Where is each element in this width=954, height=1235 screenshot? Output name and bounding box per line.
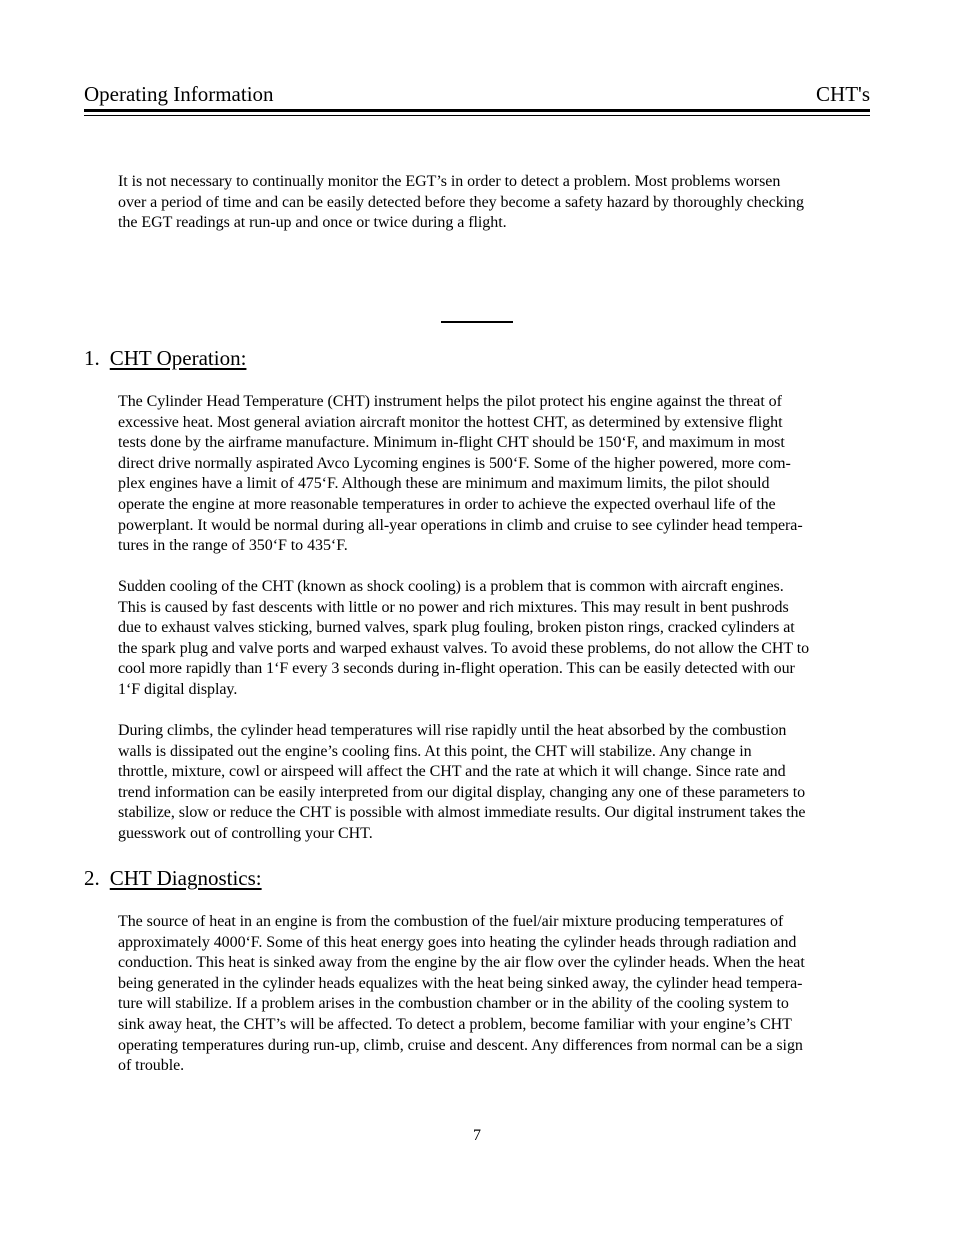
text-line: excessive heat. Most general aviation aircraft monitor the hottest CHT, as determined by extensive flight <box>118 413 783 431</box>
text-line: This is caused by fast descents with little or no power and rich mixtures. This may result in bent pushrods <box>118 598 789 616</box>
page-number: 7 <box>473 1127 481 1144</box>
intro-paragraph <box>118 172 874 234</box>
text-line: During climbs, the cylinder head temperatures will rise rapidly until the heat absorbed by the combustion <box>118 722 787 739</box>
section-heading-cht-diagnostics <box>84 864 262 892</box>
text-line: the spark plug and valve ports and warped exhaust valves. To avoid these problems, do not allow the CHT to <box>118 639 810 657</box>
text-line: cool more rapidly than 1‘F every 3 seconds during in-flight operation. This can be easily detected with our <box>118 660 795 678</box>
header-title: Operating Information <box>84 82 274 106</box>
text-line: powerplant. It would be normal during all-year operations in climb and cruise to see cylinder head tempera- <box>118 516 803 534</box>
text-line: tures in the range of 350‘F to 435‘F. <box>118 537 348 555</box>
text-line: The Cylinder Head Temperature (CHT) instrument helps the pilot protect his engine against the threat of <box>118 393 782 410</box>
text-line: It is not necessary to continually monitor the EGT’s in order to detect a problem. Most problems worsen <box>118 173 781 190</box>
section-divider <box>441 321 513 323</box>
text-line: the EGT readings at run-up and once or twice during a flight. <box>118 214 507 232</box>
cht-operation-paragraph-2 <box>118 577 874 701</box>
text-line: operating temperatures during run-up, climb, cruise and descent. Any differences from normal can be a sign <box>118 1036 803 1054</box>
text-line: tests done by the airframe manufacture. Minimum in-flight CHT should be 150‘F, and maximum in most <box>118 434 785 452</box>
section-title: CHT Operation: <box>109 346 247 370</box>
text-line: conduction. This heat is sinked away from the engine by the air flow over the cylinder heads. When the heat <box>118 954 805 972</box>
text-line: direct drive normally aspirated Avco Lycoming engines is 500‘F. Some of the higher powered, more com- <box>118 454 791 472</box>
header-rule-thick <box>84 109 870 112</box>
text-line: ture will stabilize. If a problem arises in the combustion chamber or in the ability of the cooling system to <box>118 995 789 1013</box>
text-line: over a period of time and can be easily detected before they become a safety hazard by thoroughly checking <box>118 193 804 211</box>
text-line: trend information can be easily interpreted from our digital display, changing any one of these parameters to <box>118 783 806 801</box>
text-line: operate the engine at more reasonable temperatures in order to achieve the expected overhaul life of the <box>118 495 776 513</box>
cht-operation-paragraph-3 <box>118 721 874 845</box>
cht-operation-paragraph-1 <box>118 392 874 557</box>
section-number: 1. <box>84 346 100 370</box>
text-line: being generated in the cylinder heads equalizes with the heat being sinked away, the cylinder head tempera- <box>118 974 803 992</box>
text-line: throttle, mixture, cowl or airspeed will affect the CHT and the rate at which it will change. Since rate and <box>118 763 786 781</box>
text-line: 1‘F digital display. <box>118 680 238 698</box>
text-line: of trouble. <box>118 1057 185 1075</box>
page-header <box>84 80 870 108</box>
text-line: stabilize, slow or reduce the CHT is possible with almost immediate results. Our digital instrument takes the <box>118 804 806 822</box>
text-line: guesswork out of controlling your CHT. <box>118 824 373 842</box>
text-line: due to exhaust valves sticking, burned valves, spark plug fouling, broken piston rings, cracked cylinders at <box>118 619 795 637</box>
header-rule-thin <box>84 115 870 116</box>
text-line: sink away heat, the CHT’s will be affected. To detect a problem, become familiar with your engine’s CHT <box>118 1015 792 1033</box>
cht-diagnostics-paragraph <box>118 912 874 1077</box>
text-line: walls is dissipated out the engine’s cooling fins. At this point, the CHT will stabilize. Any change in <box>118 742 752 760</box>
section-heading-cht-operation <box>84 344 246 372</box>
text-line: plex engines have a limit of 475‘F. Although these are minimum and maximum limits, the pilot should <box>118 475 770 493</box>
text-line: Sudden cooling of the CHT (known as shock cooling) is a problem that is common with aircraft engines. <box>118 578 784 595</box>
section-title: CHT Diagnostics: <box>109 866 262 890</box>
text-line: approximately 4000‘F. Some of this heat energy goes into heating the cylinder heads through radiation and <box>118 933 797 951</box>
header-section: CHT's <box>816 82 870 106</box>
section-number: 2. <box>84 866 100 890</box>
text-line: The source of heat in an engine is from the combustion of the fuel/air mixture producing temperatures of <box>118 913 784 930</box>
